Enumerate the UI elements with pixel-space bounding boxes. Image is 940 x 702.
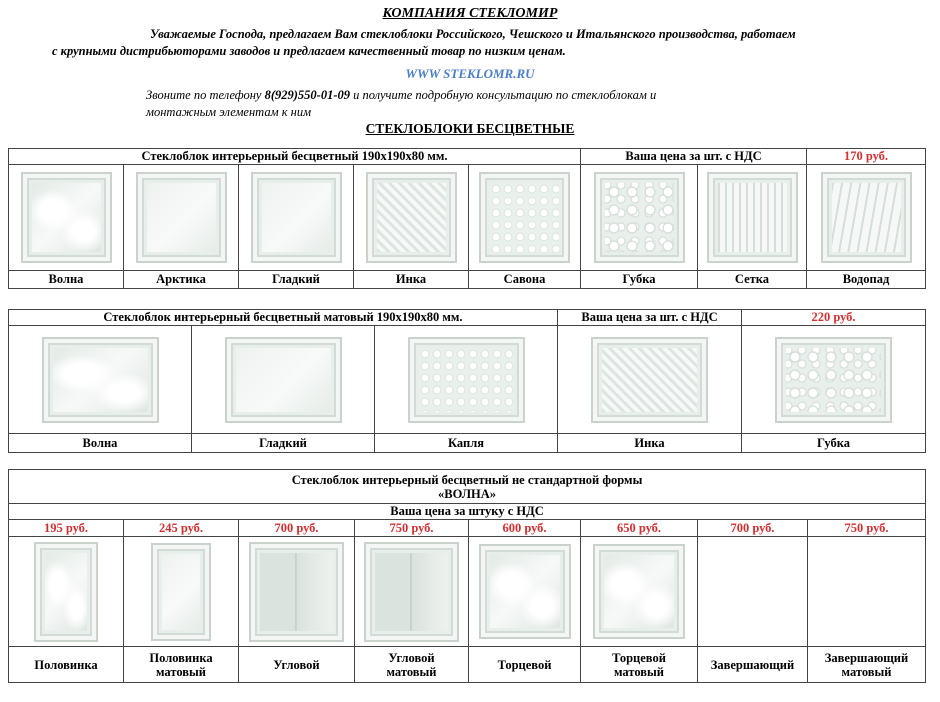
product-name-line2: матовый — [156, 664, 206, 679]
product-name-line2: матовый — [614, 664, 664, 679]
product-name — [239, 647, 355, 683]
product-name — [124, 647, 239, 683]
glass-block-grid-icon — [707, 172, 798, 263]
table-standard-title: Стеклоблок интерьерный бесцветный 190х190х80 мм. — [9, 149, 581, 165]
glass-block-end-icon — [479, 544, 571, 639]
product-cell — [354, 165, 469, 271]
section-title: СТЕКЛОБЛОКИ БЕСЦВЕТНЫЕ — [365, 121, 575, 136]
glass-block-arctic-icon — [136, 172, 227, 263]
table-nonstandard — [8, 469, 926, 683]
product-cell-empty — [808, 537, 926, 647]
table-matte-price: 220 руб. — [742, 310, 926, 326]
call-text-line2: монтажным элементам к ним — [146, 105, 312, 119]
table-standard-price-label: Ваша цена за шт. с НДС — [581, 149, 807, 165]
item-price: 245 руб. — [124, 520, 239, 537]
product-cell-empty — [698, 537, 808, 647]
product-cell — [124, 537, 239, 647]
glass-block-half-matte-icon — [151, 543, 211, 641]
product-name: Инка — [558, 434, 742, 453]
product-name: Водопад — [807, 271, 926, 289]
item-price: 750 руб. — [355, 520, 469, 537]
product-name-line1: Завершающий — [824, 650, 909, 665]
glass-block-sponge-icon — [594, 172, 685, 263]
product-cell — [581, 165, 698, 271]
table-nonstandard-title — [9, 470, 926, 504]
product-cell — [807, 165, 926, 271]
product-cell — [192, 326, 375, 434]
call-prefix: Звоните по телефону — [146, 88, 265, 102]
product-cell — [355, 537, 469, 647]
table-matte-price-label: Ваша цена за шт. с НДС — [558, 310, 742, 326]
item-price: 600 руб. — [469, 520, 581, 537]
table-matte — [8, 309, 926, 453]
glass-block-wave-matte-icon — [42, 337, 159, 423]
product-name: Арктика — [124, 271, 239, 289]
product-cell — [581, 537, 698, 647]
call-suffix: и получите подробную консультацию по стеклоблокам и — [349, 88, 657, 102]
product-name — [808, 647, 926, 683]
company-title: КОМПАНИЯ СТЕКЛОМИР — [382, 6, 558, 21]
table-nonstandard-title-line2: «ВОЛНА» — [438, 486, 497, 501]
product-name-line1: Завершающий — [710, 657, 795, 672]
glass-block-end-matte-icon — [593, 544, 685, 639]
product-name: Гладкий — [239, 271, 354, 289]
product-cell — [698, 165, 807, 271]
glass-block-savona-icon — [479, 172, 570, 263]
product-cell — [9, 537, 124, 647]
glass-block-wave-icon — [21, 172, 112, 263]
glass-block-smooth-icon — [251, 172, 342, 263]
product-cell — [124, 165, 239, 271]
glass-block-corner-icon — [249, 542, 344, 642]
product-cell — [742, 326, 926, 434]
product-name: Гладкий — [192, 434, 375, 453]
product-name-line1: Угловой — [273, 657, 320, 672]
table-matte-title: Стеклоблок интерьерный бесцветный матовый 190х190х80 мм. — [9, 310, 558, 326]
website-link[interactable]: WWW STEKLOMR.RU — [405, 66, 535, 81]
product-name-line2: матовый — [841, 664, 892, 679]
product-cell — [469, 537, 581, 647]
product-cell — [375, 326, 558, 434]
product-name: Савона — [469, 271, 581, 289]
glass-block-corner-matte-icon — [364, 542, 459, 642]
product-name: Сетка — [698, 271, 807, 289]
product-name-line2: матовый — [386, 664, 437, 679]
product-name-line1: Половинка — [34, 657, 98, 672]
product-cell — [239, 165, 354, 271]
product-name: Инка — [354, 271, 469, 289]
item-price: 650 руб. — [581, 520, 698, 537]
intro-text-line1: Уважаемые Господа, предлагаем Вам стеклоблоки Российского, Чешского и Итальянского производства, работаем — [150, 27, 796, 41]
product-cell — [239, 537, 355, 647]
product-name: Волна — [9, 271, 124, 289]
product-cell — [9, 165, 124, 271]
product-name — [9, 647, 124, 683]
product-name: Губка — [581, 271, 698, 289]
product-name — [355, 647, 469, 683]
product-name: Волна — [9, 434, 192, 453]
product-name — [698, 647, 808, 683]
glass-block-sponge-matte-icon — [775, 337, 892, 423]
table-nonstandard-price-label: Ваша цена за штуку с НДС — [9, 504, 926, 520]
glass-block-waterfall-icon — [821, 172, 912, 263]
glass-block-inka-icon — [366, 172, 457, 263]
product-name: Капля — [375, 434, 558, 453]
product-name — [469, 647, 581, 683]
phone-number[interactable]: 8(929)550-01-09 — [264, 88, 350, 102]
product-name-line1: Торцевой — [497, 657, 552, 672]
item-price: 195 руб. — [9, 520, 124, 537]
product-cell — [9, 326, 192, 434]
product-name: Губка — [742, 434, 926, 453]
item-price: 700 руб. — [239, 520, 355, 537]
product-name-line1: Торцевой — [612, 650, 666, 665]
table-standard-price: 170 руб. — [807, 149, 926, 165]
glass-block-smooth-matte-icon — [225, 337, 342, 423]
glass-block-half-icon — [34, 542, 98, 642]
glass-block-drop-matte-icon — [408, 337, 525, 423]
product-cell — [558, 326, 742, 434]
intro-text-line2: с крупными дистрибьюторами заводов и предлагаем качественный товар по низким ценам. — [52, 44, 566, 58]
product-name — [581, 647, 698, 683]
item-price: 700 руб. — [698, 520, 808, 537]
glass-block-inka-matte-icon — [591, 337, 708, 423]
item-price: 750 руб. — [808, 520, 926, 537]
table-standard — [8, 148, 926, 289]
table-nonstandard-title-line1: Стеклоблок интерьерный бесцветный не стандартной формы — [291, 472, 643, 487]
product-name-line1: Половинка — [149, 650, 213, 665]
product-name-line1: Угловой — [388, 650, 435, 665]
product-cell — [469, 165, 581, 271]
call-text-line1 — [146, 88, 656, 103]
